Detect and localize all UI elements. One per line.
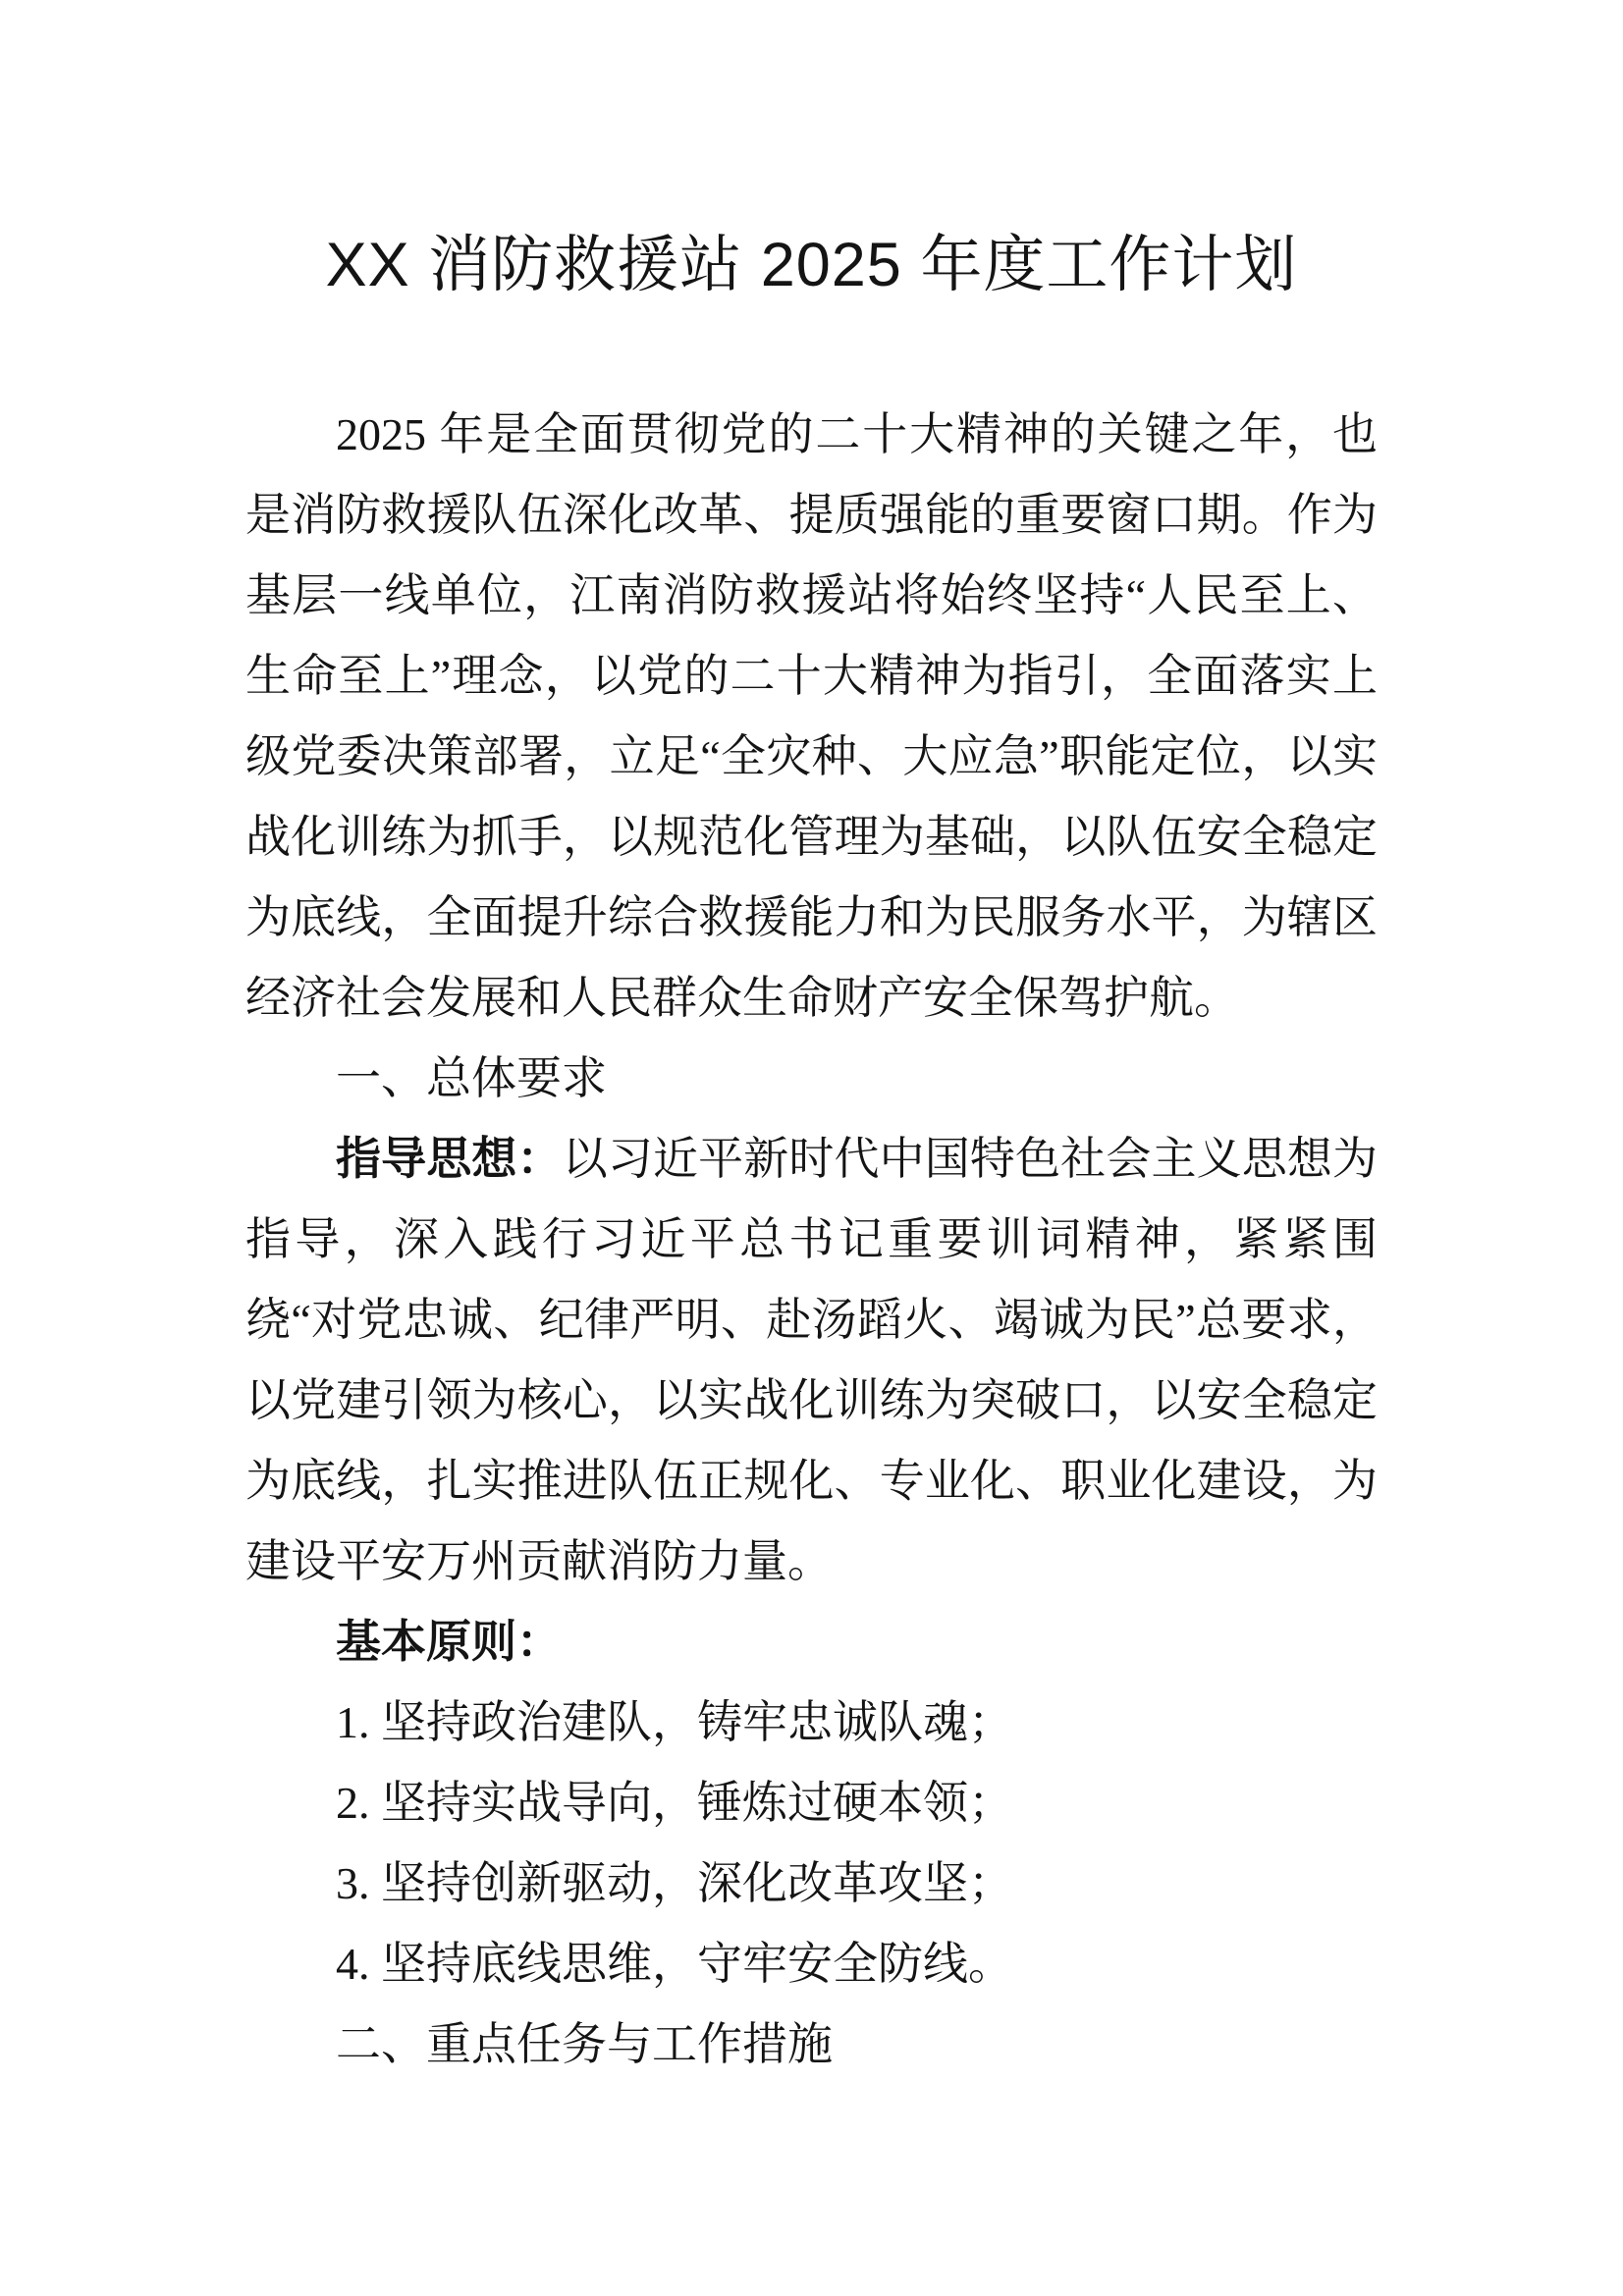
principle-item-4: 4. 坚持底线思维，守牢安全防线。 <box>336 1939 1013 1989</box>
document-title: XX 消防救援站 2025 年度工作计划 <box>325 231 1298 299</box>
principle-item-1: 1. 坚持政治建队，铸牢忠诚队魂； <box>336 1697 1013 1747</box>
principle-item-2: 2. 坚持实战导向，锤炼过硬本领； <box>336 1778 1013 1828</box>
section-heading-key-tasks: 二、重点任务与工作措施 <box>336 2019 833 2069</box>
basic-principles-label: 基本原则： <box>336 1617 562 1667</box>
guiding-thought-text: 以习近平新时代中国特色社会主义思想为指导，深入践行习近平总书记重要训词精神，紧紧围绕“对党忠诚、纪律严明、赴汤蹈火、竭诚为民”总要求，以党建引领为核心，以实战化训练为突破口，以安全稳定为底线，扎实推进队伍正规化、专业化、职业化建设，为建设平安万州贡献消防力量。 <box>245 1134 1379 1586</box>
intro-paragraph: 2025 年是全面贯彻党的二十大精神的关键之年，也是消防救援队伍深化改革、提质强能的重要窗口期。作为基层一线单位，江南消防救援站将始终坚持“人民至上、生命至上”理念，以党的二十大精神为指引，全面落实上级党委决策部署，立足“全灾种、大应急”职能定位，以实战化训练为抓手，以规范化管理为基础，以队伍安全稳定为底线，全面提升综合救援能力和为民服务水平，为辖区经济社会发展和人民群众生命财产安全保驾护航。 <box>245 409 1378 1023</box>
guiding-thought-paragraph <box>245 1119 1378 1602</box>
guiding-thought-label: 指导思想： <box>336 1134 563 1184</box>
section-heading-overall-requirements: 一、总体要求 <box>336 1053 607 1103</box>
principles-list <box>245 1682 1378 2004</box>
principle-item-3: 3. 坚持创新驱动，深化改革攻坚； <box>336 1858 1013 1908</box>
